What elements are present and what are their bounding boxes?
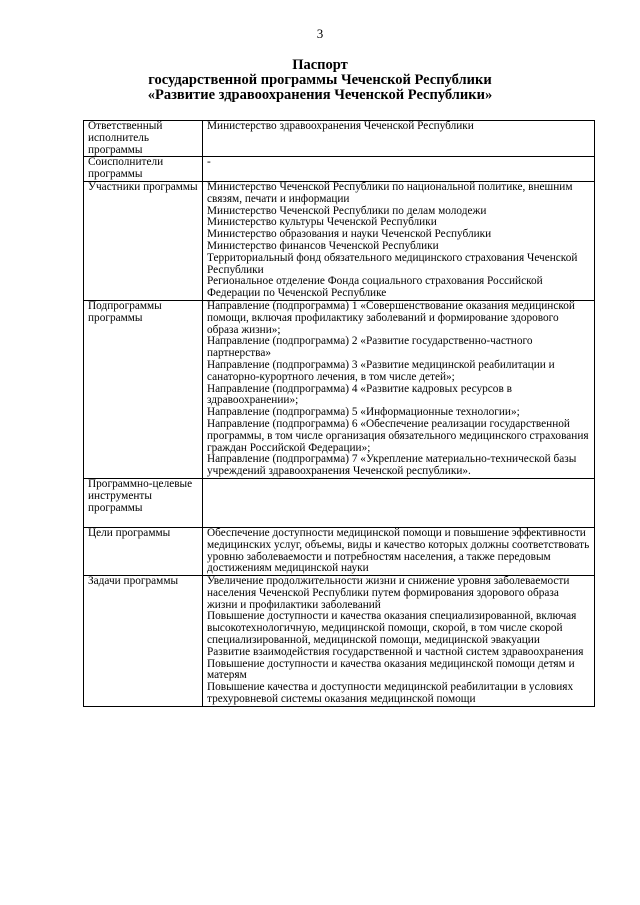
table-row xyxy=(84,121,595,157)
row-label: Подпрограммы программы xyxy=(84,300,203,478)
table-row xyxy=(84,181,595,300)
row-value xyxy=(203,121,595,157)
value-line: Направление (подпрограмма) 7 «Укрепление материально-технической базы учреждений здравоохранения Чеченской республики». xyxy=(207,453,577,478)
value-line: Развитие взаимодействия государственной и частной систем здравоохранения xyxy=(207,645,584,658)
value-line: - xyxy=(207,156,211,169)
title-line-1: Паспорт xyxy=(292,57,348,73)
row-value xyxy=(203,576,595,707)
row-value xyxy=(203,300,595,478)
table-row xyxy=(84,527,595,575)
row-value xyxy=(203,157,595,182)
row-label: Соисполнители программы xyxy=(84,157,203,182)
value-line: Повышение качества и доступности медицинской реабилитации в условиях трехуровневой системы оказания медицинской помощи xyxy=(207,681,574,706)
value-line: Министерство здравоохранения Чеченской Республики xyxy=(207,120,474,132)
row-value xyxy=(203,527,595,575)
table-row xyxy=(84,157,595,182)
row-value xyxy=(203,181,595,300)
value-line: Направление (подпрограмма) 5 «Информационные технологии»; xyxy=(207,406,520,419)
value-line: Министерство культуры Чеченской Республики xyxy=(207,216,437,229)
passport-table xyxy=(83,120,595,707)
value-line: Министерство Чеченской Республики по национальной политике, внешним связям, печати и информации xyxy=(207,180,573,205)
value-line: Министерство финансов Чеченской Республики xyxy=(207,239,439,252)
row-label: Участники программы xyxy=(84,181,203,300)
value-line: Направление (подпрограмма) 4 «Развитие кадровых ресурсов в здравоохранении»; xyxy=(207,382,512,407)
value-line: Обеспечение доступности медицинской помощи и повышение эффективности медицинских услуг, объемы, виды и качество которых должны соответствовать уровню заболеваемости и потребностям населения, а также передовым достижениям медицинской науки xyxy=(207,526,590,575)
table-row xyxy=(84,300,595,478)
value-line: Повышение доступности и качества оказания медицинской помощи детям и матерям xyxy=(207,657,575,682)
row-label: Задачи программы xyxy=(84,576,203,707)
page-number: 3 xyxy=(316,26,324,41)
value-line: Повышение доступности и качества оказания специализированной, включая высокотехнологичную, медицинской помощи, скорой, в том числе скорой специализированной, медицинской помощи, медицинской эвакуации xyxy=(207,610,577,647)
row-label: Ответственный исполнитель программы xyxy=(84,121,203,157)
row-value xyxy=(203,478,595,527)
title-line-2: государственной программы Чеченской Республики xyxy=(148,72,492,88)
row-label: Цели программы xyxy=(84,527,203,575)
document-title xyxy=(0,58,640,103)
value-line: Направление (подпрограмма) 1 «Совершенствование оказания медицинской помощи, включая профилактику заболеваний и формирование здорового образа жизни»; xyxy=(207,299,575,336)
value-line: Направление (подпрограмма) 3 «Развитие медицинской реабилитации и санаторно-курортного лечения, в том числе детей»; xyxy=(207,358,555,383)
value-line: Направление (подпрограмма) 6 «Обеспечение реализации государственной программы, в том числе организация обязательного медицинского страхования граждан Российской Федерации»; xyxy=(207,417,589,454)
value-line: Направление (подпрограмма) 2 «Развитие государственно-частного партнерства» xyxy=(207,335,533,360)
value-line: Региональное отделение Фонда социального страхования Российской Федерации по Чеченской Республике xyxy=(207,275,543,300)
value-line: Министерство Чеченской Республики по делам молодежи xyxy=(207,204,487,217)
table-row xyxy=(84,478,595,527)
title-line-3: «Развитие здравоохранения Чеченской Республики» xyxy=(147,87,493,103)
value-line: Министерство образования и науки Чеченской Республики xyxy=(207,228,492,241)
value-line: Территориальный фонд обязательного медицинского страхования Чеченской Республики xyxy=(207,251,578,276)
row-label: Программно-целевые инструменты программы xyxy=(84,478,203,527)
table-row xyxy=(84,576,595,707)
value-line: Увеличение продолжительности жизни и снижение уровня заболеваемости населения Чеченской Республики путем формирования здорового образа жизни и профилактики заболеваний xyxy=(207,575,570,611)
